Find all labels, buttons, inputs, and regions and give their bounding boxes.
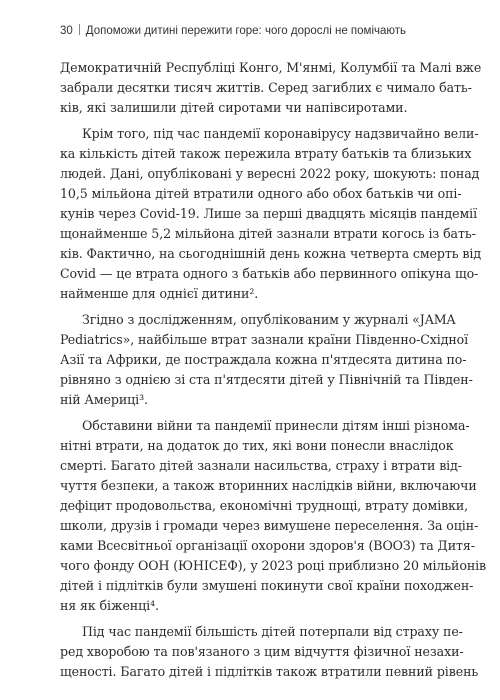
- text-line: щеності. Багато дітей і підлітків також втратили певний рівень: [60, 664, 479, 679]
- paragraph: [60, 58, 482, 118]
- text-line: Pediatrics», найбільше втрат зазнали країни Південно-Східної: [60, 332, 469, 347]
- text-line: Під час пандемії більшість дітей потерпали від страху пе-: [82, 624, 463, 639]
- paragraph: [60, 310, 473, 410]
- text-line: ків. Фактично, на сьогоднішній день кожна четверта смерть від: [60, 246, 481, 261]
- text-line: ка кількість дітей також пережила втрату батьків та близьких: [60, 146, 472, 161]
- text-line: щонайменше 5,2 мільйона дітей зазнали втрати когось із бать-: [60, 226, 476, 241]
- text-line: Демократичній Республіці Конго, М'янмі, Колумбії та Малі вже: [60, 60, 482, 75]
- text-line: ній Америці³.: [60, 392, 148, 407]
- paragraph: [60, 416, 487, 616]
- text-line: смерті. Багато дітей зазнали насильства, страху і втрати від-: [60, 458, 462, 473]
- text-line: чого фонду ООН (ЮНІСЕФ), у 2023 році приблизно 20 мільйонів: [60, 558, 487, 573]
- text-line: кунів через Covid-19. Лише за перші двадцять місяців пандемії: [60, 206, 478, 221]
- text-line: рівняно з однією зі ста п'ятдесяти дітей у Північній та Півден-: [60, 372, 473, 387]
- text-line: дітей і підлітків були змушені покинути свої країни походжен-: [60, 578, 474, 593]
- text-line: найменше для однієї дитини².: [60, 286, 259, 301]
- text-line: школи, друзів і громади через вимушене переселення. За оцін-: [60, 518, 479, 533]
- book-title: Допоможи дитині пережити горе: чого дорослі не помічають: [85, 25, 407, 37]
- text-line: людей. Дані, опубліковані у вересні 2022 року, шокують: понад: [60, 166, 480, 181]
- paragraph: [60, 622, 479, 682]
- text-line: ред хворобою та пов'язаного з цим відчуття фізичної незахи-: [60, 644, 464, 659]
- page-number: 30: [60, 25, 73, 37]
- text-line: Крім того, під час пандемії коронавірусу надзвичайно вели-: [82, 126, 479, 141]
- text-line: Азії та Африки, де постраждала кожна п'ятдесята дитина по-: [60, 352, 467, 367]
- text-line: нітні втрати, на додаток до тих, які вони понесли внаслідок: [60, 438, 454, 453]
- header-separator: [79, 24, 80, 35]
- text-line: дефіцит продовольства, економічні труднощі, втрату домівки,: [60, 498, 469, 513]
- text-line: ків, які залишили дітей сиротами чи напівсиротами.: [60, 100, 408, 115]
- text-line: Обставини війни та пандемії принесли дітям інші різнома-: [82, 418, 470, 433]
- text-line: Covid — це втрата одного з батьків або первинного опікуна що-: [60, 266, 479, 281]
- text-line: чуття безпеки, а також вторинних наслідків війни, включаючи: [60, 478, 477, 493]
- text-line: Згідно з дослідженням, опублікованим у журналі «JAMA: [82, 312, 456, 327]
- paragraph: [60, 124, 481, 304]
- text-line: ками Всесвітньої організації охорони здоров'я (ВООЗ) та Дитя-: [60, 538, 475, 553]
- text-line: ня як біженці⁴.: [60, 598, 159, 613]
- body-text: [60, 58, 487, 682]
- text-line: 10,5 мільйона дітей втратили одного або обох батьків чи опі-: [60, 186, 462, 201]
- text-line: забрали десятки тисяч життів. Серед загиблих є чимало бать-: [60, 80, 472, 95]
- running-head: [60, 24, 460, 37]
